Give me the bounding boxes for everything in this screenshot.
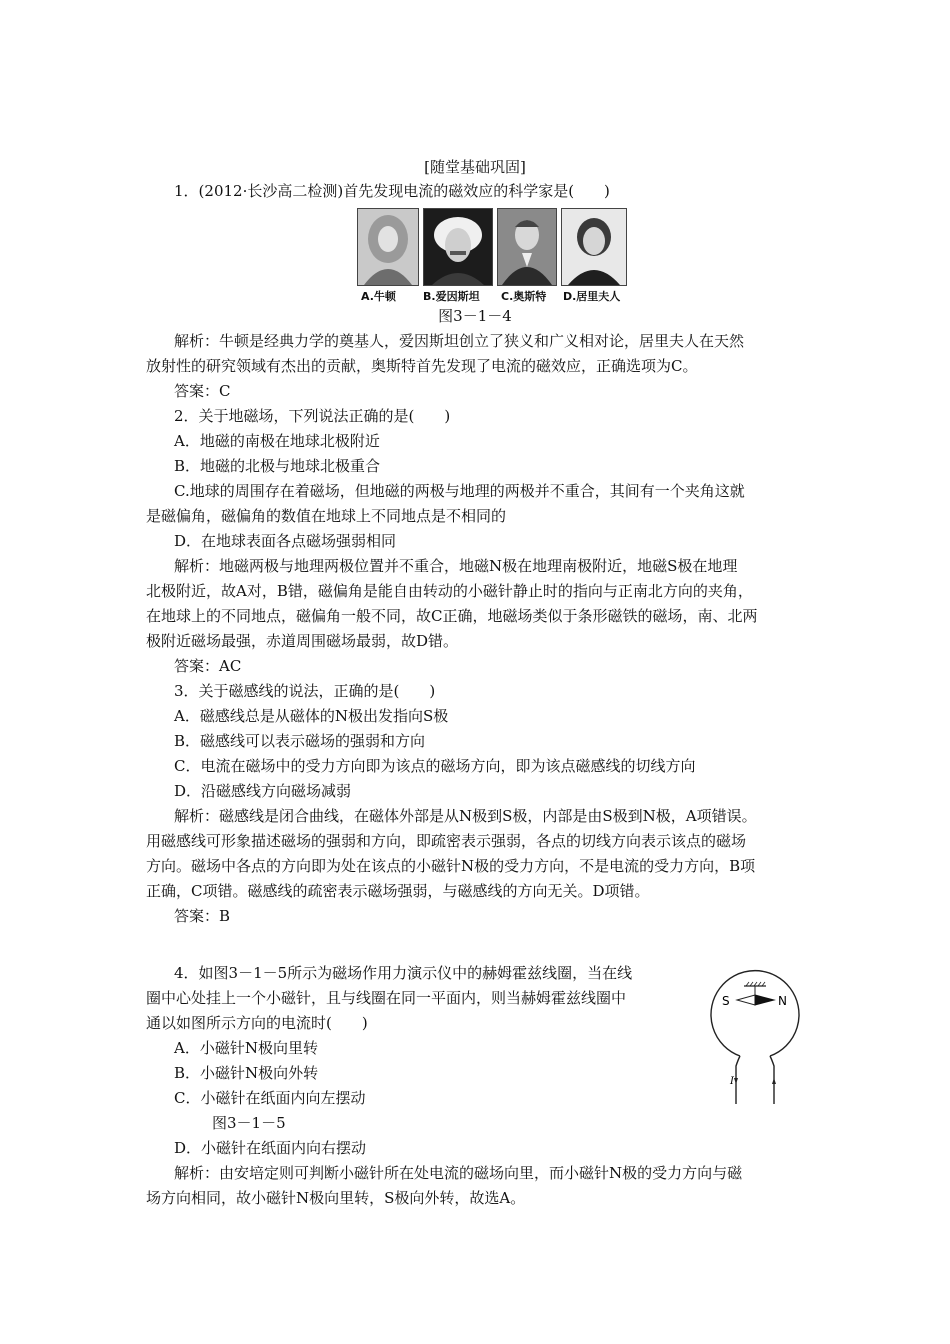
einstein-portrait (423, 208, 493, 286)
q4-stem-cont: 圈中心处挂上一个小磁针，且与线圈在同一平面内，则当赫姆霍兹线圈中 (146, 989, 627, 1007)
q2-option-c: C.地球的周围存在着磁场，但地磁的两极与地理的两极并不重合，其间有一个夹角这就 (174, 482, 745, 500)
q4-stem-cont: 通以如图所示方向的电流时( ) (146, 1014, 368, 1032)
coil-loop (711, 971, 799, 1056)
label-current: I (730, 1076, 734, 1087)
q2-option-c-cont: 是磁偏角，磁偏角的数值在地球上不同地点是不相同的 (146, 507, 507, 525)
caption-oersted: C.奥斯特 (501, 290, 547, 303)
q1-analysis-line: 解析：牛顿是经典力学的奠基人，爱因斯坦创立了狭义和广义相对论，居里夫人在天然 (174, 332, 745, 350)
q3-option-b: B．磁感线可以表示磁场的强弱和方向 (174, 732, 426, 750)
oersted-portrait (497, 208, 557, 286)
caption-newton: A.牛顿 (361, 290, 396, 303)
q2-analysis-line: 在地球上的不同地点，磁偏角一般不同，故C正确，地磁场类似于条形磁铁的磁场，南、北两 (146, 607, 758, 625)
q3-option-c: C．电流在磁场中的受力方向即为该点的磁场方向，即为该点磁感线的切线方向 (174, 757, 696, 775)
q1-stem: 1．(2012·长沙高二检测)首先发现电流的磁效应的科学家是( ) (174, 182, 610, 200)
q4-option-d: D．小磁针在纸面内向右摆动 (174, 1139, 367, 1157)
q3-analysis-line: 方向。磁场中各点的方向即为处在该点的小磁针N极的受力方向，不是电流的受力方向，B项 (146, 857, 756, 875)
q2-option-a: A．地磁的南极在地球北极附近 (174, 432, 380, 450)
q2-answer: 答案：AC (174, 657, 242, 675)
q3-analysis-line: 正确，C项错。磁感线的疏密表示磁场强弱，与磁感线的方向无关。D项错。 (146, 882, 650, 900)
figure-caption-3-1-5: 图3－1－5 (212, 1114, 286, 1132)
needle-n-end (755, 995, 774, 1005)
q4-option-b: B．小磁针N极向外转 (174, 1064, 319, 1082)
q2-analysis-line: 极附近磁场最强，赤道周围磁场最弱，故D错。 (146, 632, 459, 650)
q3-answer: 答案：B (174, 907, 231, 925)
q3-option-d: D．沿磁感线方向磁场减弱 (174, 782, 352, 800)
section-title: [随堂基础巩固] (424, 158, 526, 176)
q1-figure (357, 208, 629, 304)
current-arrow-down-icon (734, 1078, 738, 1084)
caption-einstein: B.爱因斯坦 (423, 290, 480, 303)
q1-analysis-line: 放射性的研究领域有杰出的贡献，奥斯特首先发现了电流的磁效应，正确选项为C。 (146, 357, 698, 375)
q4-analysis-line: 解析：由安培定则可判断小磁针所在处电流的磁场向里，而小磁针N极的受力方向与磁 (174, 1164, 743, 1182)
label-s: S (722, 994, 730, 1008)
current-arrow-up-icon (772, 1078, 776, 1084)
q2-stem: 2．关于地磁场，下列说法正确的是( ) (174, 407, 451, 425)
q3-option-a: A．磁感线总是从磁体的N极出发指向S极 (174, 707, 449, 725)
q2-option-d: D．在地球表面各点磁场强弱相同 (174, 532, 397, 550)
q3-analysis-line: 解析：磁感线是闭合曲线，在磁体外部是从N极到S极，内部是由S极到N极，A项错误。 (174, 807, 757, 825)
q2-analysis-line: 解析：地磁两极与地理两极位置并不重合，地磁N极在地理南极附近，地磁S极在地理 (174, 557, 738, 575)
q2-analysis-line: 北极附近，故A对，B错，磁偏角是能自由转动的小磁针静止时的指向与正南北方向的夹角， (146, 582, 753, 600)
needle-s-end (737, 995, 755, 1005)
curie-portrait (561, 208, 627, 286)
label-n: N (778, 994, 787, 1008)
q4-analysis-line: 场方向相同，故小磁针N极向里转，S极向外转，故选A。 (146, 1189, 526, 1207)
caption-curie: D.居里夫人 (563, 290, 621, 303)
newton-portrait (357, 208, 419, 286)
figure-caption-3-1-4: 图3－1－4 (438, 307, 512, 325)
q3-analysis-line: 用磁感线可形象描述磁场的强弱和方向，即疏密表示强弱，各点的切线方向表示该点的磁场 (146, 832, 747, 850)
q4-stem: 4．如图3－1－5所示为磁场作用力演示仪中的赫姆霍兹线圈，当在线 (174, 964, 633, 982)
helmholtz-coil-figure (700, 966, 810, 1106)
q2-option-b: B．地磁的北极与地球北极重合 (174, 457, 381, 475)
q4-option-c: C．小磁针在纸面内向左摆动 (174, 1089, 366, 1107)
q1-answer: 答案：C (174, 382, 231, 400)
q3-stem: 3．关于磁感线的说法，正确的是( ) (174, 682, 436, 700)
q4-option-a: A．小磁针N极向里转 (174, 1039, 318, 1057)
